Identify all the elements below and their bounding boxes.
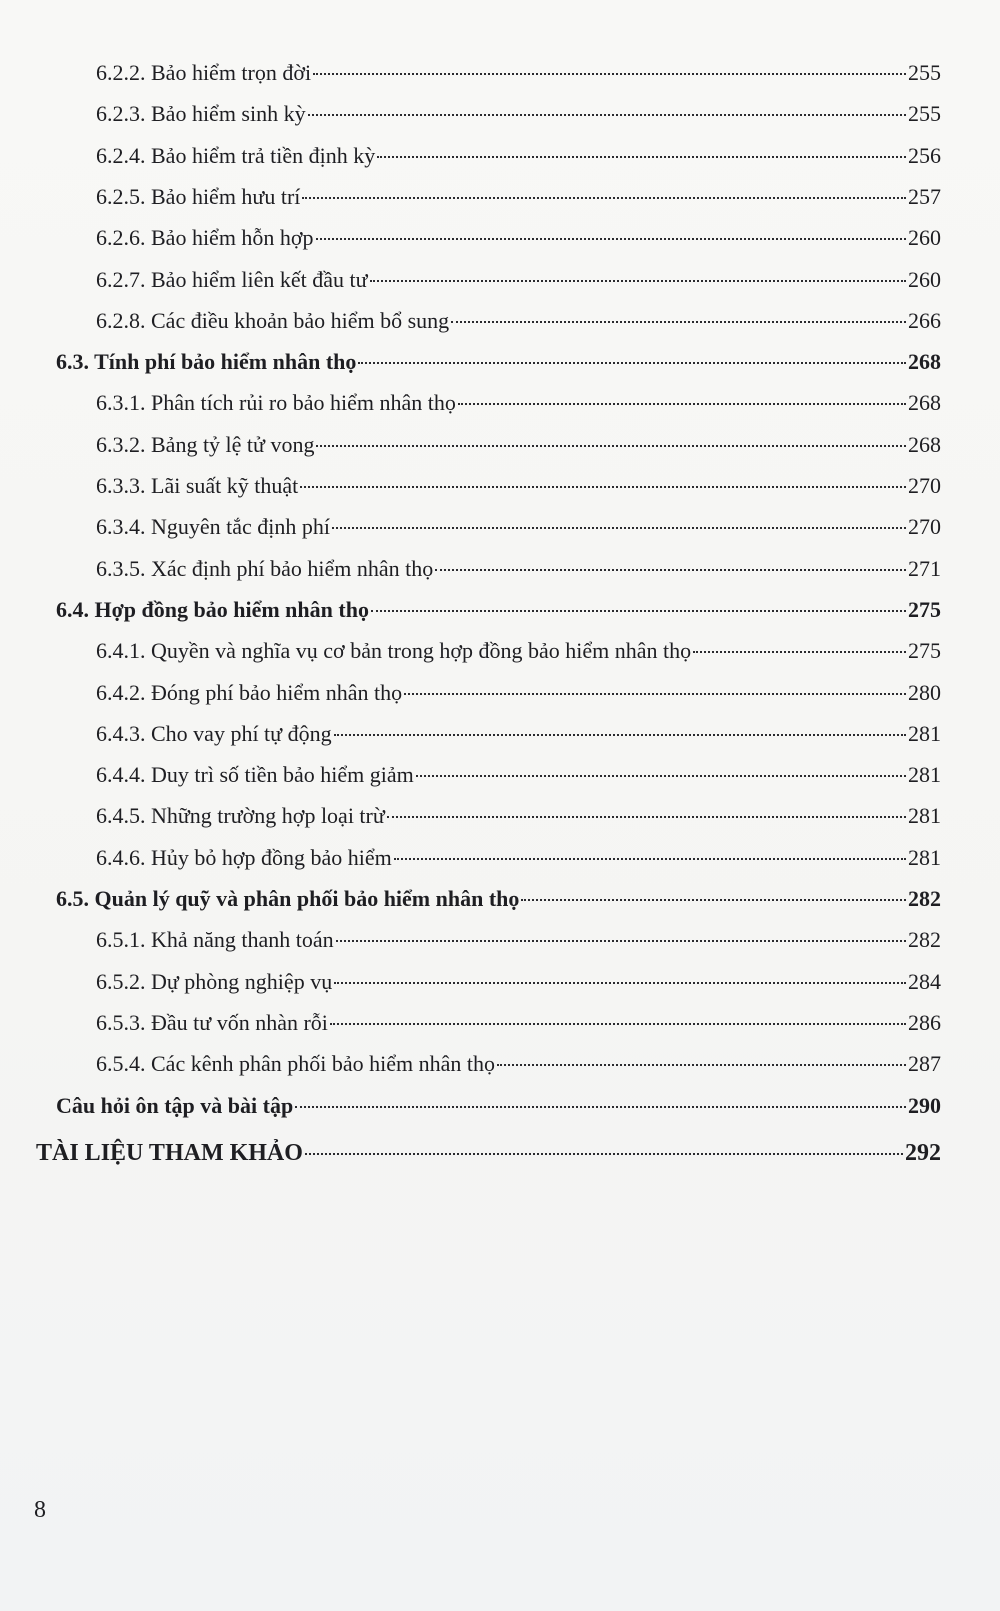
toc-entry-label: 6.4.6. Hủy bỏ hợp đồng bảo hiểm [96,844,392,870]
toc-entry-page: 292 [905,1139,941,1166]
toc-entry [96,636,941,666]
toc-entry-page: 290 [908,1092,941,1118]
dot-leader [334,734,906,736]
toc-entry [96,967,941,997]
toc-entry-label: TÀI LIỆU THAM KHẢO [36,1139,303,1166]
toc-entry-label: 6.2.6. Bảo hiểm hỗn hợp [96,225,314,251]
toc-entry-page: 268 [908,390,941,416]
dot-leader [451,321,906,323]
toc-entry-page: 281 [908,803,941,829]
toc-entry-page: 268 [908,349,941,375]
toc-entry [96,99,941,129]
toc-entry-page: 286 [908,1009,941,1035]
toc-entry [56,347,941,377]
toc-entry [36,1138,941,1168]
toc-entry [56,1091,941,1121]
dot-leader [370,280,906,282]
toc-entry-page: 271 [908,555,941,581]
toc-entry [96,843,941,873]
toc-entry-label: 6.4.2. Đóng phí bảo hiểm nhân thọ [96,679,403,705]
toc-entry [96,925,941,955]
toc-entry [96,306,941,336]
toc-entry [56,595,941,625]
dot-leader [295,1106,906,1108]
toc-entry-page: 256 [908,142,941,168]
toc-entry-label: 6.5.4. Các kênh phân phối bảo hiểm nhân thọ [96,1051,495,1077]
dot-leader [387,816,906,818]
dot-leader [334,982,906,984]
toc-entry [96,223,941,253]
toc-entry-page: 284 [908,968,941,994]
toc-entry-label: 6.3.5. Xác định phí bảo hiểm nhân thọ [96,555,434,581]
toc-entry-page: 270 [908,473,941,498]
toc-entry [96,430,941,460]
toc-entry-label: 6.2.8. Các điều khoản bảo hiểm bổ sung [96,307,450,333]
dot-leader [404,693,906,695]
toc-entry-label: 6.2.7. Bảo hiểm liên kết đầu tư [96,266,368,292]
toc-entry [96,58,941,88]
toc-entry-label: 6.4. Hợp đồng bảo hiểm nhân thọ [56,596,369,622]
toc-entry-page: 260 [908,225,941,251]
toc-entry-label: 6.3.4. Nguyên tắc định phí [96,514,331,540]
toc-entry-page: 275 [908,638,941,664]
toc-entry-page: 282 [908,886,941,911]
toc-entry-label: 6.3.3. Lãi suất kỹ thuật [96,473,299,498]
toc-entry-label: 6.2.5. Bảo hiểm hưu trí [96,183,301,209]
toc-entry [96,471,941,501]
toc-entry-label: 6.5.1. Khả năng thanh toán [96,927,334,953]
dot-leader [300,486,906,488]
page-number: 8 [34,1497,46,1523]
toc-entry-page: 280 [908,679,941,705]
toc-entry-label: 6.4.3. Cho vay phí tự động [96,720,332,746]
dot-leader [377,156,906,158]
toc-entry [96,1049,941,1079]
toc-entry-label: 6.4.4. Duy trì số tiền bảo hiểm giảm [96,762,414,788]
toc-entry-page: 270 [908,514,941,540]
toc-entry-page: 282 [908,927,941,953]
toc-entry-label: 6.2.2. Bảo hiểm trọn đời [96,60,312,85]
toc-entry [96,760,941,790]
dot-leader [305,1153,903,1155]
dot-leader [316,445,906,447]
toc-entry-label: 6.3.1. Phân tích rủi ro bảo hiểm nhân thọ [96,390,456,416]
toc-entry [56,884,941,914]
toc-entry [96,801,941,831]
dot-leader [316,238,906,240]
dot-leader [371,610,906,612]
toc-entry-label: 6.2.4. Bảo hiểm trả tiền định kỳ [96,142,376,168]
toc-entry-label: Câu hỏi ôn tập và bài tập [56,1092,294,1118]
toc-entry-label: 6.2.3. Bảo hiểm sinh kỳ [96,101,306,127]
dot-leader [416,775,906,777]
dot-leader [458,403,906,405]
dot-leader [308,114,906,116]
toc-entry-label: 6.3. Tính phí bảo hiểm nhân thọ [56,349,357,375]
toc-entry [96,719,941,749]
toc-entry-page: 281 [908,762,941,788]
toc-entry-page: 266 [908,307,941,333]
toc-entry-page: 268 [908,431,941,457]
toc-entry-page: 287 [908,1051,941,1077]
toc-entry [96,554,941,584]
dot-leader [330,1023,906,1025]
toc-entry [96,512,941,542]
toc-entry-page: 275 [908,596,941,622]
toc-entry-page: 260 [908,266,941,292]
dot-leader [693,651,906,653]
dot-leader [313,73,906,75]
dot-leader [394,858,906,860]
toc-entry-page: 257 [908,183,941,209]
dot-leader [521,899,906,901]
toc-entry-label: 6.5. Quản lý quỹ và phân phối bảo hiểm nhân thọ [56,886,520,911]
toc-entry-label: 6.4.5. Những trường hợp loại trừ [96,803,385,829]
toc-entry-page: 255 [908,60,941,85]
toc-entry [96,141,941,171]
dot-leader [358,362,906,364]
toc-entry [96,182,941,212]
toc-entry-label: 6.3.2. Bảng tỷ lệ tử vong [96,431,315,457]
toc-entry [96,388,941,418]
dot-leader [336,940,906,942]
toc-entry-label: 6.5.3. Đầu tư vốn nhàn rỗi [96,1009,328,1035]
toc-entry-label: 6.4.1. Quyền và nghĩa vụ cơ bản trong hợp đồng bảo hiểm nhân thọ [96,638,692,664]
dot-leader [497,1064,906,1066]
toc-entry-page: 281 [908,720,941,746]
dot-leader [302,197,906,199]
toc-entry-page: 255 [908,101,941,127]
dot-leader [435,569,906,571]
toc-entry [96,265,941,295]
toc-entry-page: 281 [908,844,941,870]
toc-entry [96,1008,941,1038]
toc-entry-label: 6.5.2. Dự phòng nghiệp vụ [96,968,333,994]
toc-entry [96,678,941,708]
dot-leader [332,527,906,529]
